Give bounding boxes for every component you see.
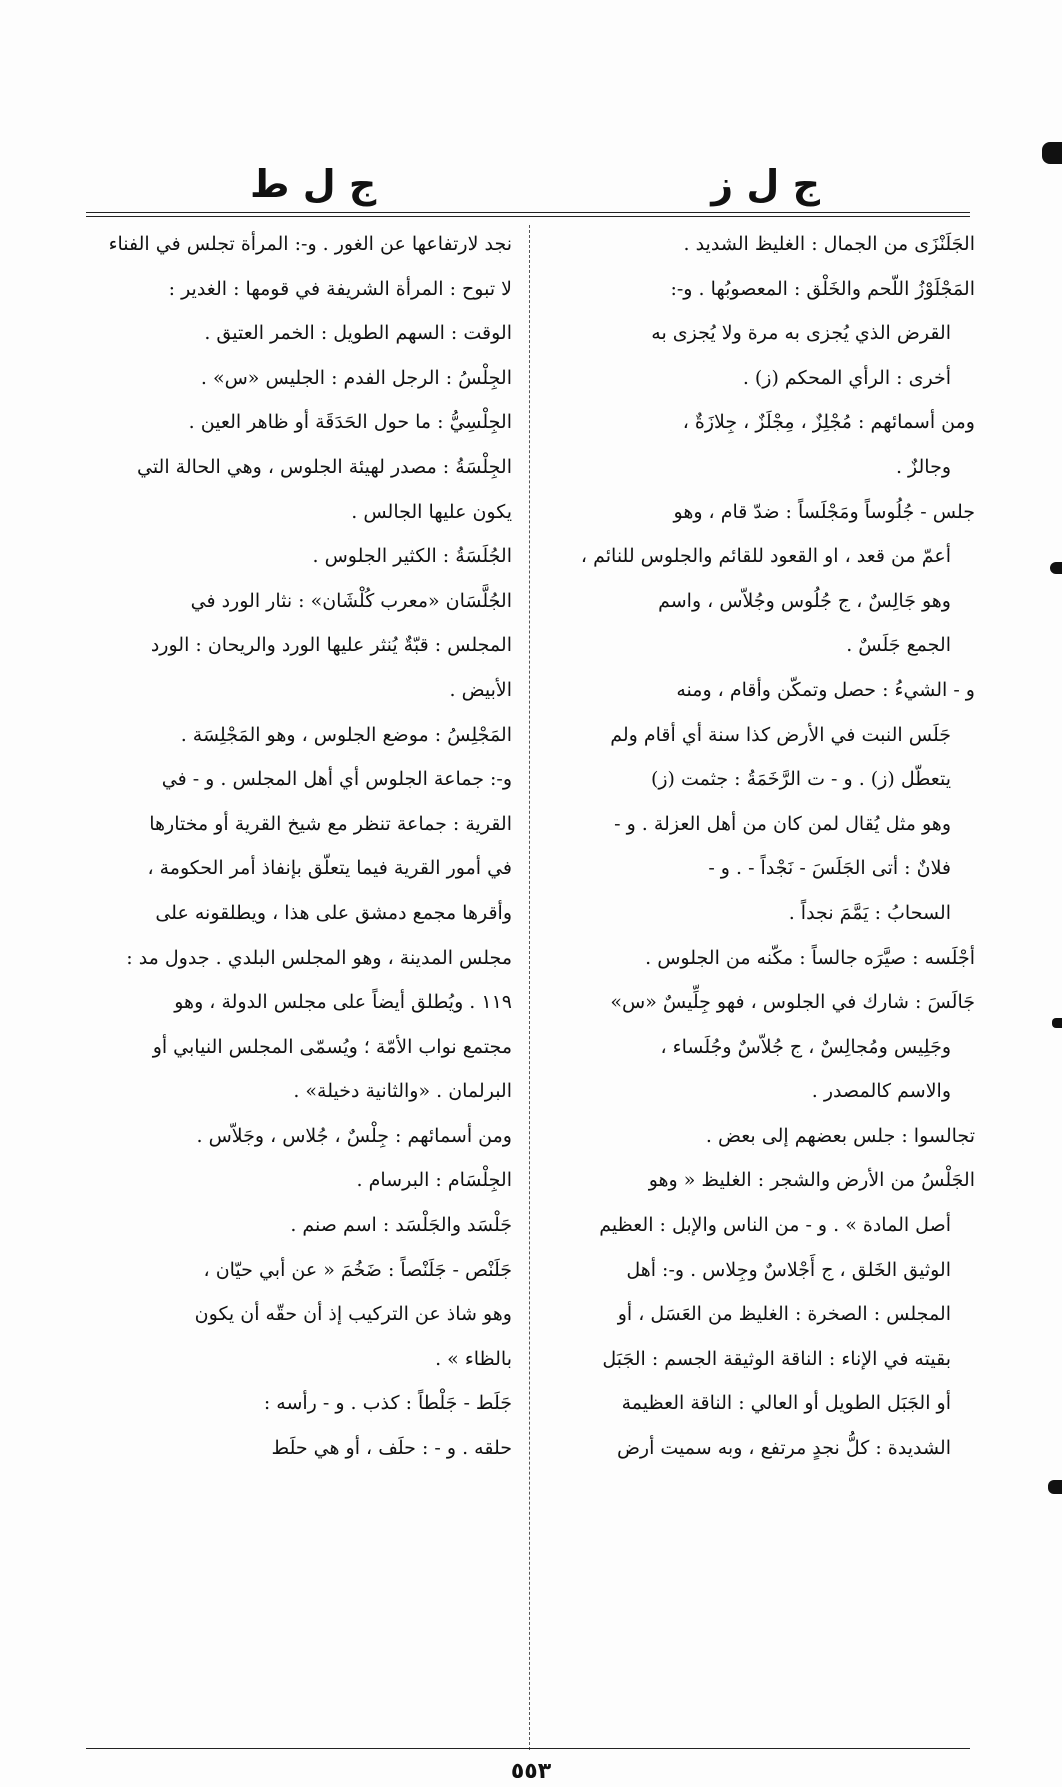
binding-mark bbox=[1052, 1018, 1062, 1028]
column-separator bbox=[529, 225, 530, 1750]
entry-line: الجمع جَلَسٌ . bbox=[846, 634, 951, 657]
entry-line: بالظاء » . bbox=[435, 1347, 512, 1370]
entry-line: والاسم كالمصدر . bbox=[811, 1080, 951, 1103]
header-rule-double bbox=[86, 216, 970, 217]
right-column-header: ج ل ز bbox=[711, 162, 820, 206]
entry-line: جَلَس النبت في الأرض كذا سنة أي أقام ولم bbox=[610, 723, 951, 746]
entry-line: وأقرها مجمع دمشق على هذا ، ويطلقونه على bbox=[155, 901, 512, 924]
entry-line: مجلس المدينة ، وهو المجلس البلدي . جدول مد : bbox=[126, 946, 512, 969]
entry-line: مجتمع نواب الأمّة ؛ ويُسمّى المجلس النيابي أو bbox=[152, 1035, 512, 1058]
entry-line: جَلَط - جَلْطاً : كذب . و - رأسه : bbox=[263, 1392, 512, 1415]
entry-line: وهو جَالِسٌ ، ج جُلُوس وجُلاّس ، واسم bbox=[658, 589, 951, 612]
binding-mark bbox=[1048, 1480, 1062, 1494]
entry-line: أو الجَبَل الطويل أو العالي : الناقة العظيمة bbox=[621, 1392, 951, 1415]
footer-rule bbox=[86, 1748, 970, 1749]
entry-line: جَلْسَد والجَلْسَد : اسم صنم . bbox=[290, 1214, 512, 1237]
entry-line: نجد لارتفاعها عن الغور . و-: المرأة تجلس في الفناء bbox=[108, 233, 512, 255]
entry-line: المجلس : قبّةٌ يُنثر عليها الورد والريحان : الورد bbox=[150, 634, 512, 657]
left-column bbox=[88, 222, 514, 1471]
entry-line: المَجْلِسُ : موضع الجلوس ، وهو المَجْلِسَة . bbox=[180, 723, 512, 746]
entry-line: أجْلَسه : صيَّرَه جالساً : مكّنه من الجلوس . bbox=[645, 946, 975, 969]
entry-line: وهو شاذ عن التركيب إذ أن حقّه أن يكون bbox=[194, 1303, 512, 1326]
right-column bbox=[553, 222, 975, 1471]
entry-line: جَالَسَ : شارك في الجلوس ، فهو جِلِّيسٌ «س» bbox=[610, 991, 975, 1014]
entry-line: الجِلْسِيُّ : ما حول الحَدَقَة أو ظاهر العين . bbox=[188, 411, 512, 434]
entry-line: ومن أسمائهم : جِلْسٌ ، جُلاس ، وجَلاّس . bbox=[196, 1124, 512, 1147]
entry-line: أخرى : الرأي المحكم (ز) . bbox=[742, 366, 951, 389]
page-number: ٥٥٣ bbox=[510, 1759, 552, 1784]
entry-line: بقيته في الإناء : الناقة الوثيقة الجسم : الجَبَل bbox=[602, 1347, 951, 1370]
entry-line: وجالزٌ . bbox=[895, 455, 951, 478]
entry-line: وهو مثل يُقال لمن كان من أهل العزلة . و - bbox=[614, 812, 951, 835]
header-rule bbox=[86, 212, 970, 213]
entry-line: وجَلِيس ومُجالِسٌ ، ج جُلاّسٌ وجُلَساء ، bbox=[660, 1035, 951, 1058]
entry-line: أعمّ من قعد ، او القعود للقائم والجلوس للنائم ، bbox=[580, 545, 951, 568]
entry-line: المَجْلَوْزُ اللّحم والخَلْق : المعصوبُها . و-: bbox=[670, 277, 975, 300]
entry-line: يكون عليها الجالس . bbox=[351, 500, 512, 523]
entry-line: القرض الذي يُجزى به مرة ولا يُجزى به bbox=[651, 322, 951, 345]
entry-line: القرية : جماعة تنظر مع شيخ القرية أو مختارها bbox=[149, 812, 512, 835]
entry-line: الجَلَنْزَى من الجمال : الغليظ الشديد . bbox=[683, 233, 975, 255]
entry-line: الجِلْسَام : البرسام . bbox=[356, 1169, 512, 1192]
left-column-header: ج ل ط bbox=[250, 162, 377, 206]
entry-line: السحابُ : يَمَّمَ نجداً . bbox=[788, 901, 951, 924]
entry-line: ومن أسمائهم : مُجْلِزٌ ، مِجْلَزٌ ، جِلازَةٌ ، bbox=[682, 411, 975, 434]
entry-line: و - الشيءُ : حصل وتمكّن وأقام ، ومنه bbox=[676, 678, 975, 701]
entry-line: حلقه . و - : حلَف ، أو هي حلَط bbox=[271, 1437, 512, 1460]
running-headers bbox=[90, 160, 970, 208]
entry-line: الجُلَّسَان «معرب كُلْشَان» : نثار الورد في bbox=[190, 589, 512, 612]
entry-line: المجلس : الصخرة : الغليظ من العَسَل ، أو bbox=[617, 1303, 951, 1326]
entry-line: ١١٩ . ويُطلق أيضاً على مجلس الدولة ، وهو bbox=[174, 991, 512, 1014]
entry-line: في أمور القرية فيما يتعلّق بإنفاذ أمر الحكومة ، bbox=[147, 857, 512, 880]
entry-line: لا تبوح : المرأة الشريفة في قومها : الغدير : bbox=[168, 277, 512, 300]
entry-line: الجُلَسَةُ : الكثير الجلوس . bbox=[312, 545, 512, 568]
entry-line: الجَلْسُ من الأرض والشجر : الغليظ « وهو bbox=[648, 1169, 975, 1192]
entry-line: الجِلْسُ : الرجل الفدم : الجليس «س» . bbox=[200, 366, 512, 389]
entry-line: الشديدة : كلُّ نجدٍ مرتفع ، وبه سميت أرض bbox=[616, 1437, 951, 1460]
entry-line: فلانٌ : أتى الجَلَسَ - نَجْداً - . و - bbox=[708, 857, 951, 880]
entry-line: أصل المادة » . و - من الناس والإبل : العظيم bbox=[599, 1214, 951, 1237]
entry-line: الجِلْسَةُ : مصدر لهيئة الجلوس ، وهي الحالة التي bbox=[136, 455, 512, 478]
entry-line: و-: جماعة الجلوس أي أهل المجلس . و - في bbox=[161, 768, 512, 791]
binding-mark bbox=[1042, 142, 1062, 164]
entry-line: تجالسوا : جلس بعضهم إلى بعض . bbox=[705, 1124, 975, 1147]
entry-line: الوقت : السهم الطويل : الخمر العتيق . bbox=[204, 322, 512, 345]
entry-line: جلس - جُلُوساً ومَجْلَساً : ضدّ قام ، وهو bbox=[673, 500, 975, 523]
entry-line: جَلَنْص - جَلَنْصاً : ضَخُمَ « عن أبي حيّان ، bbox=[203, 1258, 512, 1281]
entry-line: الأبيض . bbox=[449, 678, 512, 701]
binding-mark bbox=[1050, 562, 1062, 574]
entry-line: يتعطّل (ز) . و - ت الرَّخَمَةُ : جثمت (ز) bbox=[650, 768, 951, 791]
entry-line: الوثيق الخَلق ، ج أَجْلاسٌ وجِلاس . و-: أهل bbox=[626, 1258, 951, 1281]
entry-line: البرلمان . «والثانية دخيلة» . bbox=[293, 1080, 512, 1103]
